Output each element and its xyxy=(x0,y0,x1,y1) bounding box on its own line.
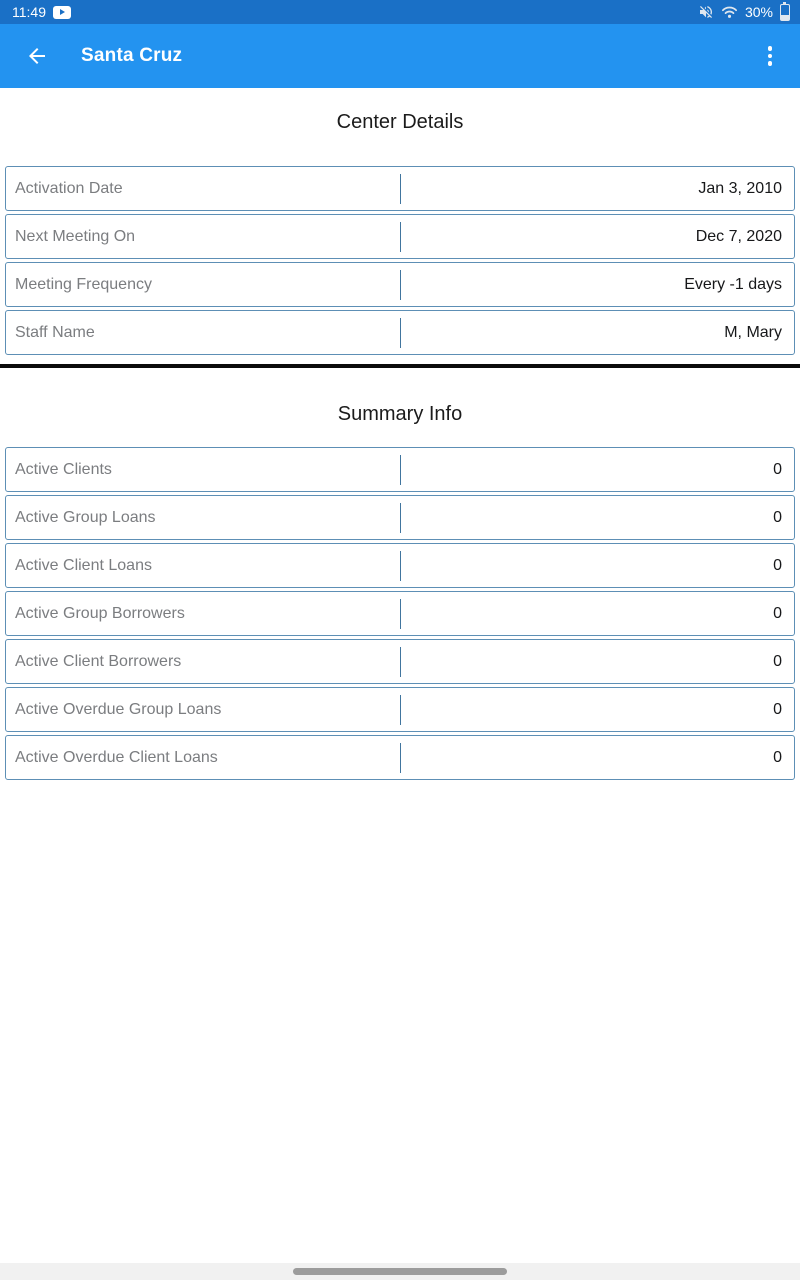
row-label: Staff Name xyxy=(15,323,95,341)
volume-muted-icon xyxy=(698,4,714,20)
row-active-overdue-client-loans xyxy=(5,735,795,780)
row-label: Active Overdue Group Loans xyxy=(15,700,222,718)
row-value: 0 xyxy=(773,652,782,670)
row-value: M, Mary xyxy=(724,323,782,341)
row-active-group-loans xyxy=(5,495,795,540)
row-label: Meeting Frequency xyxy=(15,275,152,293)
section-title-center-details: Center Details xyxy=(336,111,464,133)
gesture-nav-handle[interactable] xyxy=(293,1268,507,1275)
row-value: 0 xyxy=(773,460,782,478)
row-active-client-loans xyxy=(5,543,795,588)
youtube-icon xyxy=(53,6,71,19)
row-value: Dec 7, 2020 xyxy=(695,227,782,245)
row-value: 0 xyxy=(773,508,782,526)
row-value: Jan 3, 2010 xyxy=(698,179,782,197)
row-next-meeting-on xyxy=(5,214,795,259)
overflow-menu-icon[interactable] xyxy=(758,43,782,69)
row-value: Every -1 days xyxy=(684,275,782,293)
row-label: Next Meeting On xyxy=(15,227,136,245)
row-value: 0 xyxy=(773,604,782,622)
row-label: Active Client Borrowers xyxy=(15,652,182,670)
summary-info-rows xyxy=(0,447,800,780)
center-details-rows xyxy=(0,166,800,355)
row-active-overdue-group-loans xyxy=(5,687,795,732)
row-label: Active Clients xyxy=(15,460,112,478)
back-arrow-icon[interactable] xyxy=(25,43,51,69)
app-bar xyxy=(0,24,800,88)
row-label: Activation Date xyxy=(15,179,123,197)
row-active-client-borrowers xyxy=(5,639,795,684)
row-value: 0 xyxy=(773,700,782,718)
center-details-screen xyxy=(0,88,800,780)
row-label: Active Client Loans xyxy=(15,556,152,574)
row-label: Active Overdue Client Loans xyxy=(15,748,218,766)
gesture-nav-bar xyxy=(0,1263,800,1280)
row-label: Active Group Loans xyxy=(15,508,156,526)
section-divider xyxy=(0,364,800,368)
row-value: 0 xyxy=(773,556,782,574)
row-meeting-frequency xyxy=(5,262,795,307)
battery-percent: 30% xyxy=(744,4,773,20)
battery-icon xyxy=(780,4,790,21)
status-time: 11:49 xyxy=(12,4,46,20)
wifi-icon xyxy=(721,5,738,19)
row-activation-date xyxy=(5,166,795,211)
row-active-group-borrowers xyxy=(5,591,795,636)
page-title: Santa Cruz xyxy=(81,45,183,66)
row-value: 0 xyxy=(773,748,782,766)
row-staff-name xyxy=(5,310,795,355)
row-label: Active Group Borrowers xyxy=(15,604,185,622)
status-bar xyxy=(0,0,800,24)
section-title-summary-info: Summary Info xyxy=(337,403,463,425)
row-active-clients xyxy=(5,447,795,492)
